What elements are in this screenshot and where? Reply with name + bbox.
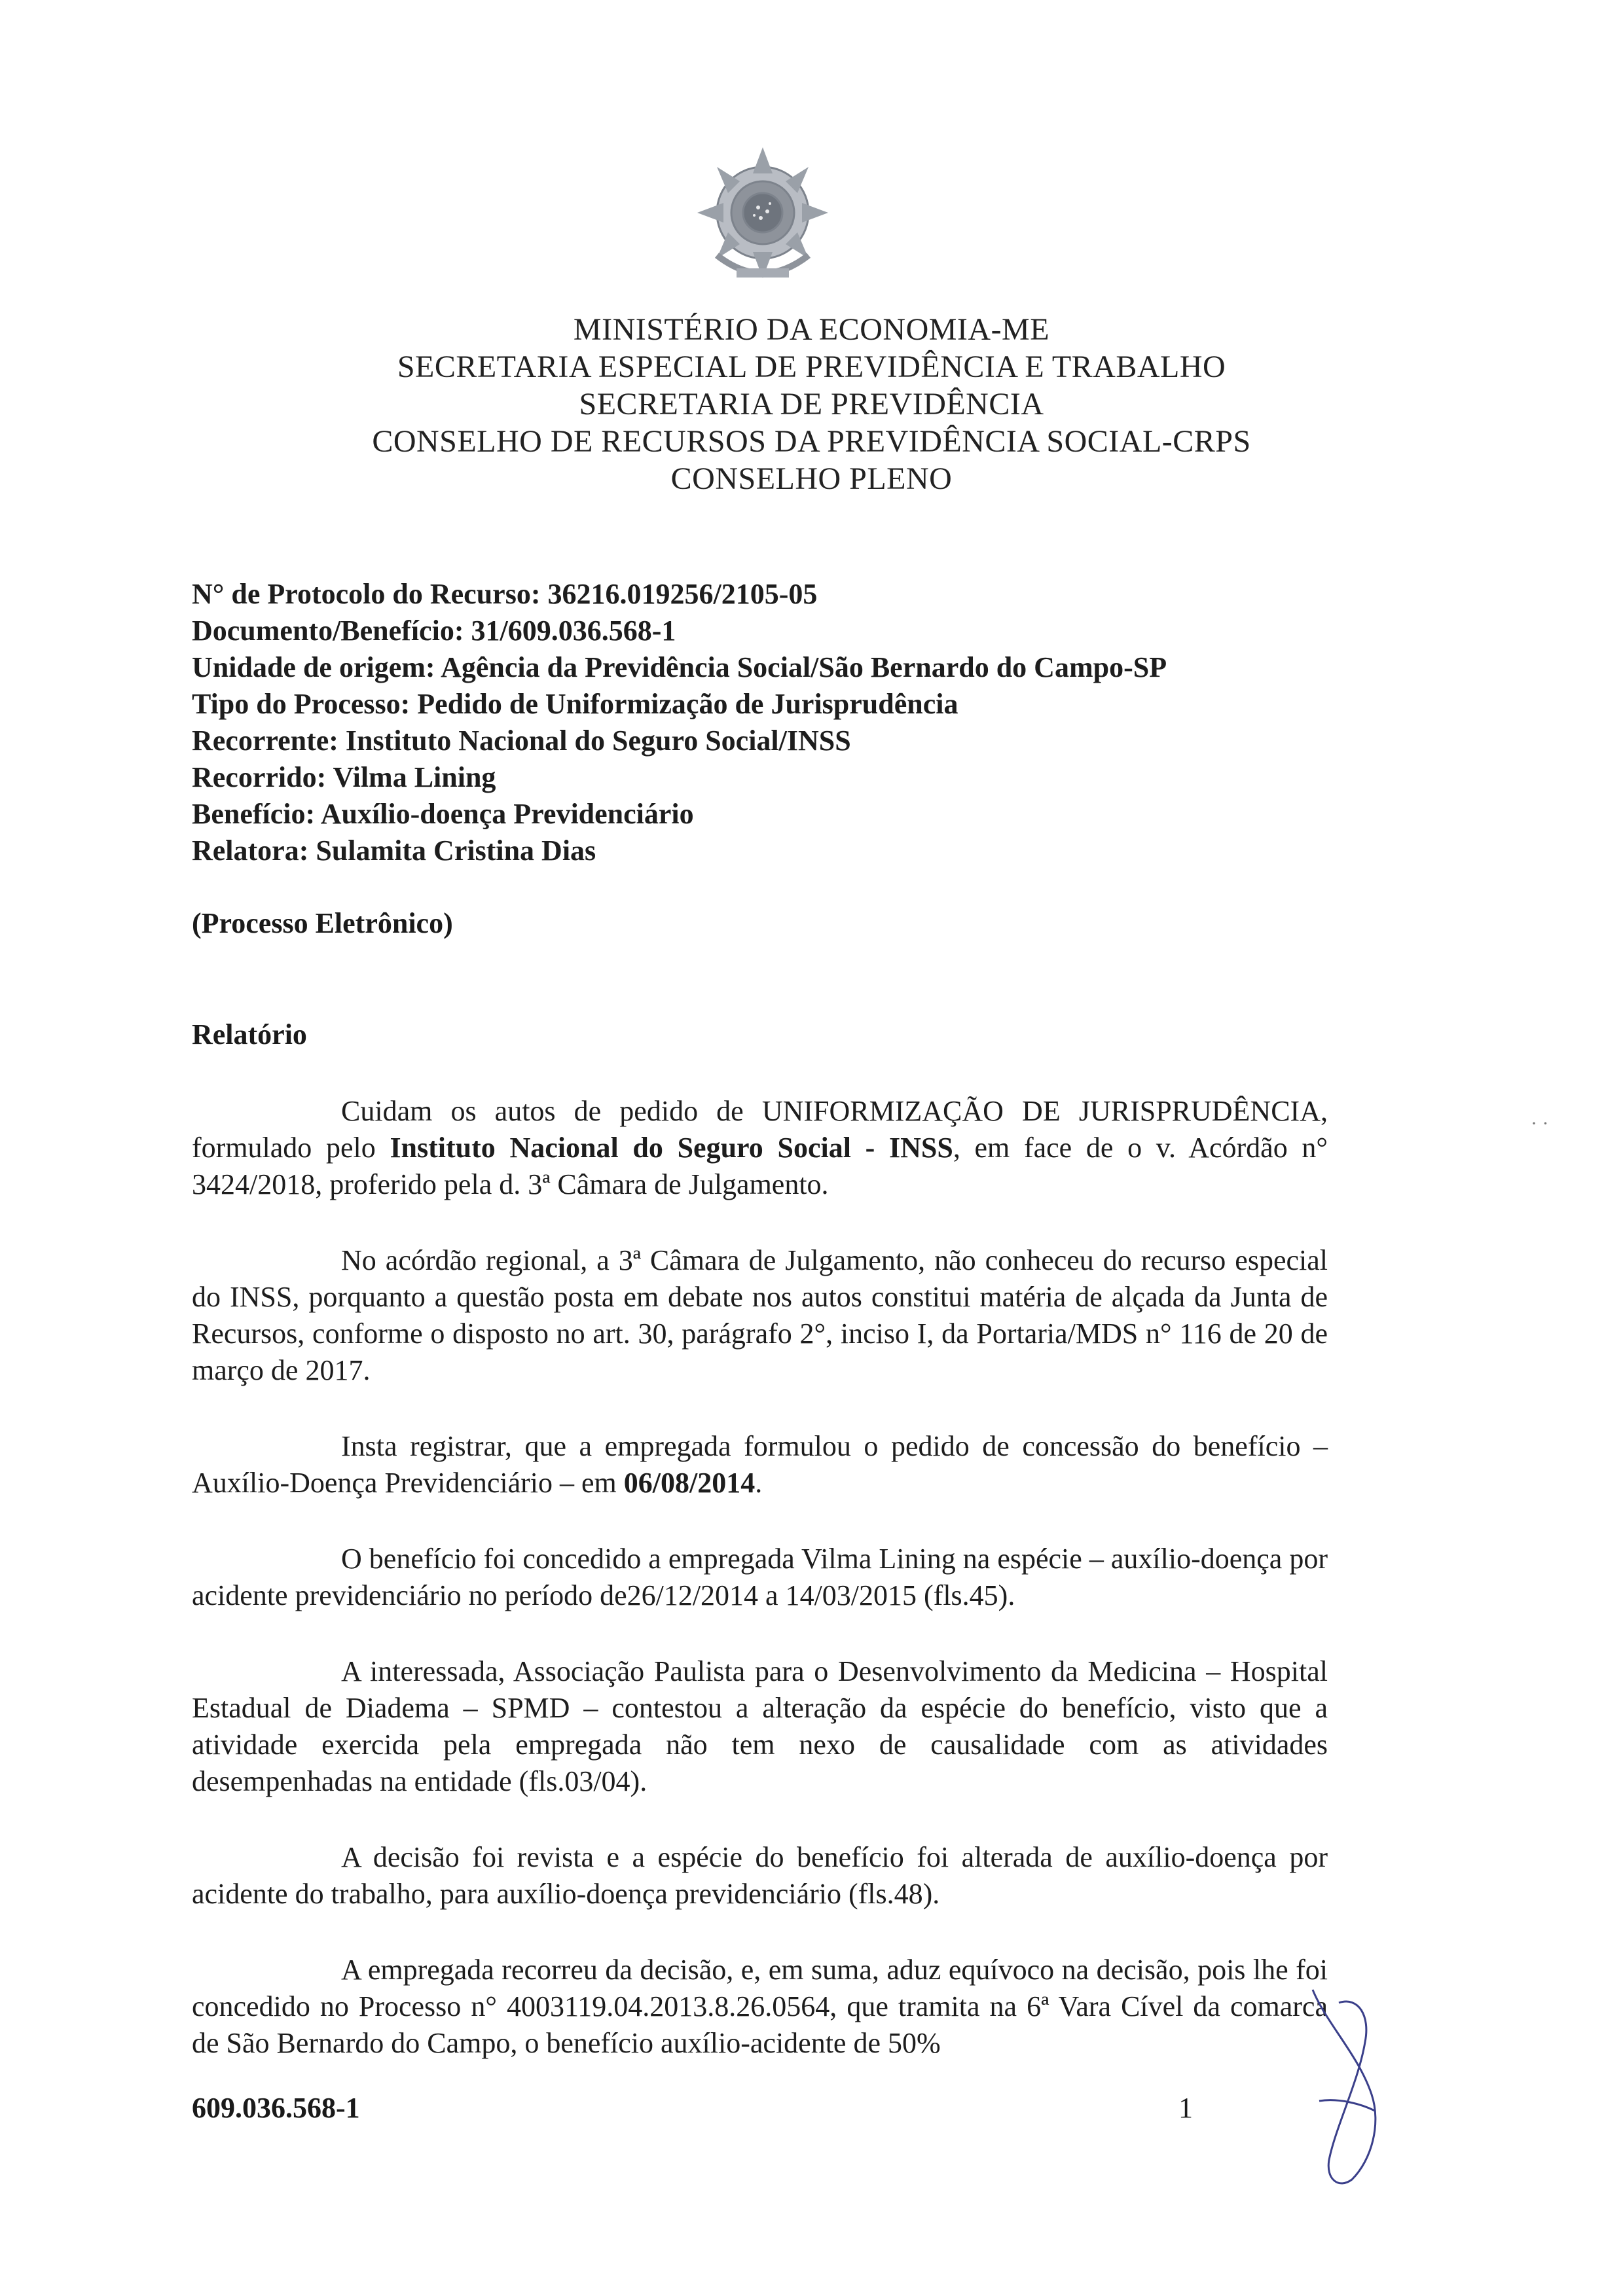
meta-unidade: Unidade de origem: Agência da Previdência Social/São Bernardo do Campo-SP <box>192 651 1167 683</box>
coat-of-arms-emblem <box>681 134 845 298</box>
processo-eletronico-label: (Processo Eletrônico) <box>192 907 453 939</box>
paragraph-3-text-a: Insta registrar, que a empregada formulou o pedido de concessão do benefício – Auxílio-Doença Previdenciário – em <box>192 1430 1328 1499</box>
paragraph-2: No acórdão regional, a 3ª Câmara de Julgamento, não conheceu do recurso especial do INSS, porquanto a questão posta em debate nos autos constitui matéria de alçada da Junta de Recursos, conforme o disposto no art. 30, parágrafo 2°, inciso I, da Portaria/MDS n° 116 de 20 de março de 2017. <box>192 1244 1328 1386</box>
paragraph-6: A decisão foi revista e a espécie do benefício foi alterada de auxílio-doença por acidente do trabalho, para auxílio-doença previdenciário (fls.48). <box>192 1841 1328 1910</box>
footer-document-number: 609.036.568-1 <box>192 2092 360 2124</box>
paragraph-7: A empregada recorreu da decisão, e, em suma, aduz equívoco na decisão, pois lhe foi concedido no Processo n° 4003119.04.2013.8.26.0564, que tramita na 6ª Vara Cível da comarca de São Bernardo do Campo, o benefício auxílio-acidente de 50% <box>192 1954 1328 2059</box>
handwritten-signature <box>1300 1983 1391 2193</box>
meta-recorrido: Recorrido: Vilma Lining <box>192 761 496 793</box>
header-secretaria: SECRETARIA DE PREVIDÊNCIA <box>579 387 1044 422</box>
section-title: Relatório <box>192 1018 307 1050</box>
meta-protocolo: N° de Protocolo do Recurso: 36216.019256/2105-05 <box>192 578 818 610</box>
paragraph-3 <box>192 1428 1328 1501</box>
paragraph-1-text-a: Cuidam os autos de pedido de UNIFORMIZAÇÃO DE JURISPRUDÊNCIA, formulado pelo <box>192 1095 1328 1164</box>
page-number: 1 <box>1178 2092 1193 2124</box>
paragraph-1 <box>192 1093 1328 1203</box>
paragraph-3-date: 06/08/2014 <box>623 1467 756 1499</box>
meta-relatora: Relatora: Sulamita Cristina Dias <box>192 834 596 867</box>
process-metadata <box>192 576 1436 869</box>
header-conselho: CONSELHO DE RECURSOS DA PREVIDÊNCIA SOCIAL-CRPS <box>372 424 1251 459</box>
document-header <box>131 311 1492 497</box>
scan-dots: · · <box>1531 1113 1549 1134</box>
paragraph-3-text-c: . <box>755 1467 763 1499</box>
report-body <box>192 1093 1328 2101</box>
paragraph-4: O benefício foi concedido a empregada Vilma Lining na espécie – auxílio-doença por acidente previdenciário no período de26/12/2014 a 14/03/2015 (fls.45). <box>192 1543 1328 1611</box>
meta-documento: Documento/Benefício: 31/609.036.568-1 <box>192 615 676 647</box>
header-secretaria-especial: SECRETARIA ESPECIAL DE PREVIDÊNCIA E TRABALHO <box>397 350 1226 384</box>
meta-beneficio: Benefício: Auxílio-doença Previdenciário <box>192 798 694 830</box>
paragraph-1-text-c: , em face de o v. Acórdão n° 3424/2018, proferido pela d. 3ª Câmara de Julgamento. <box>192 1132 1328 1200</box>
meta-recorrente: Recorrente: Instituto Nacional do Seguro Social/INSS <box>192 725 851 757</box>
meta-tipo: Tipo do Processo: Pedido de Uniformização de Jurisprudência <box>192 688 958 720</box>
header-ministry: MINISTÉRIO DA ECONOMIA-ME <box>573 312 1050 347</box>
header-conselho-pleno: CONSELHO PLENO <box>670 461 953 496</box>
paragraph-1-bold: Instituto Nacional do Seguro Social - INSS <box>390 1132 953 1164</box>
paragraph-5: A interessada, Associação Paulista para o Desenvolvimento da Medicina – Hospital Estadual de Diadema – SPMD – contestou a alteração da espécie do benefício, visto que a atividade exercida pela empregada não tem nexo de causalidade com as atividades desempenhadas na entidade (fls.03/04). <box>192 1655 1328 1797</box>
